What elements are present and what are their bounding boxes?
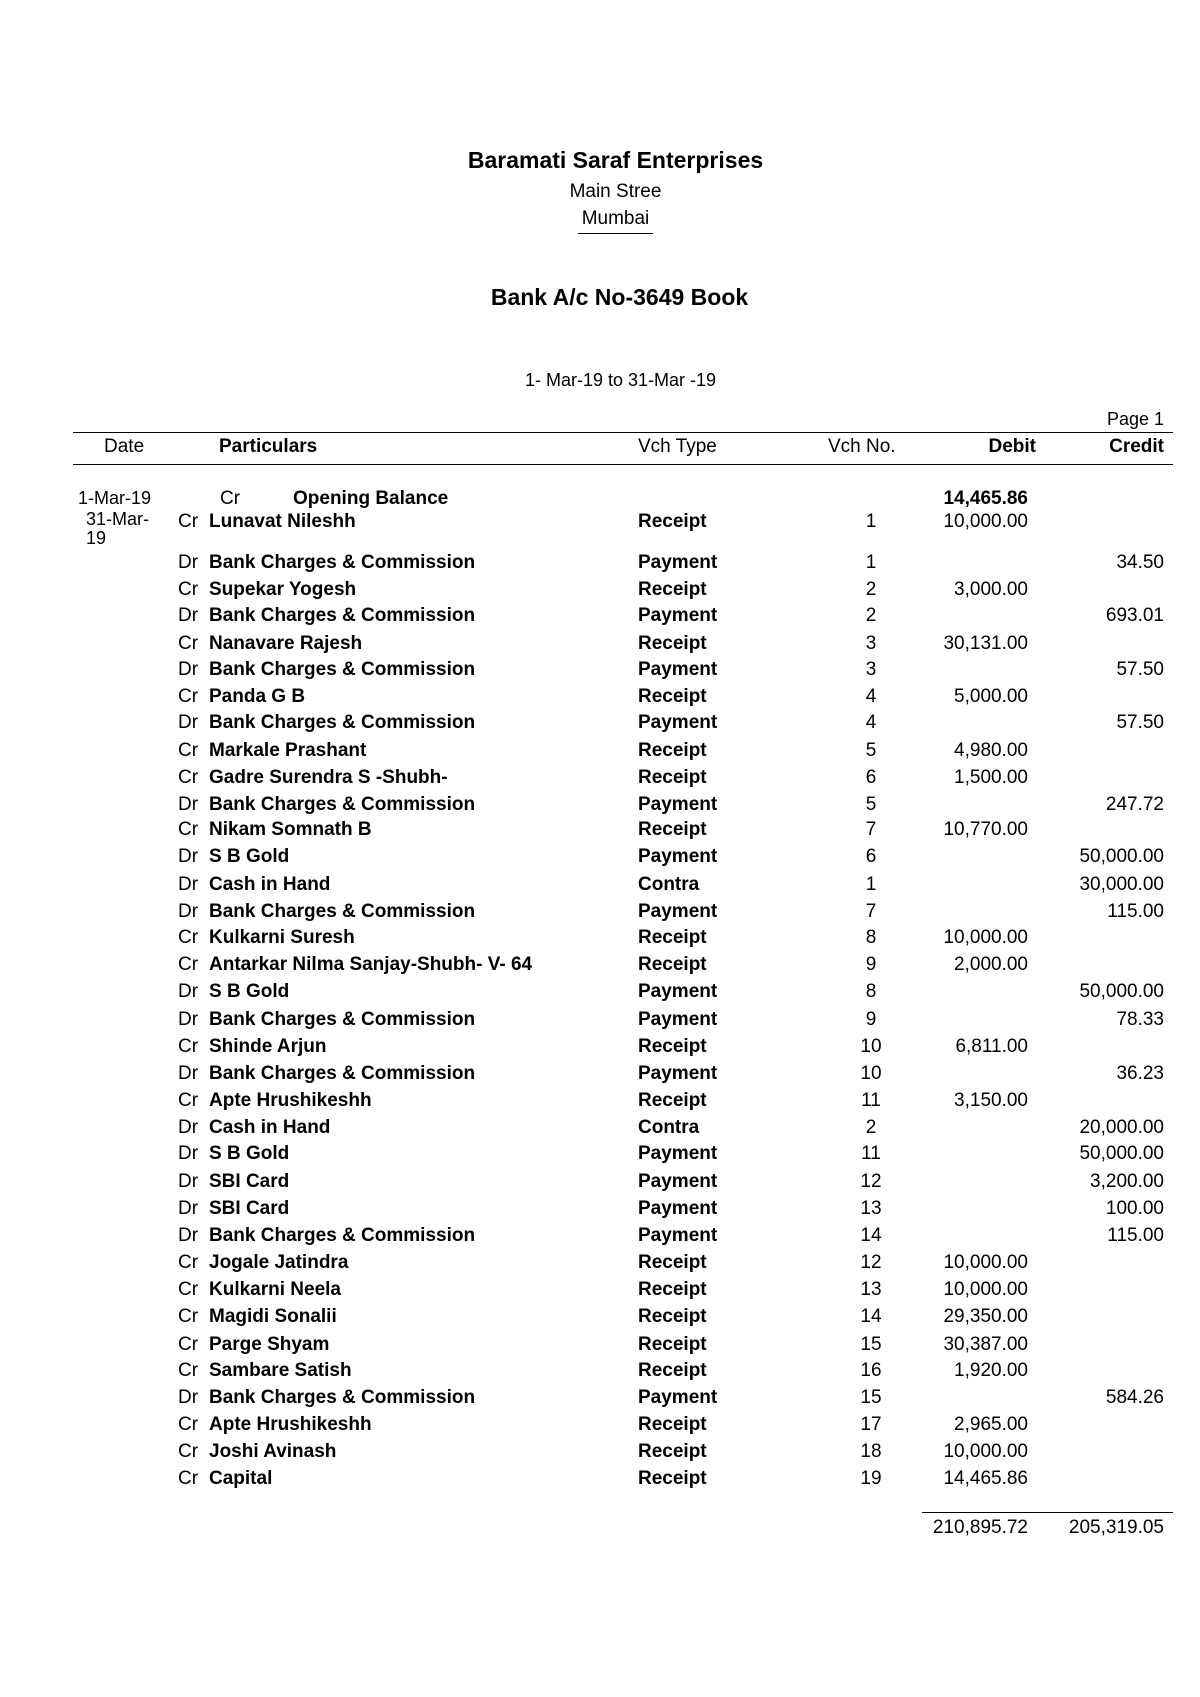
entry-vch-no: 18 <box>860 1441 882 1462</box>
entry-vch-no: 17 <box>860 1414 882 1435</box>
entry-drcr: Dr <box>178 981 199 1002</box>
entry-vch-type: Payment <box>638 794 718 815</box>
company-name: Baramati Saraf Enterprises <box>467 147 764 173</box>
entry-vch-no: 14 <box>860 1306 882 1327</box>
entry-drcr: Cr <box>178 1468 199 1489</box>
entry-vch-type: Payment <box>638 901 718 922</box>
entry-vch-no: 19 <box>860 1468 882 1489</box>
entry-drcr: Dr <box>178 712 199 733</box>
header-bottom-rule <box>73 464 1173 465</box>
entry-vch-no: 5 <box>865 740 877 761</box>
entry-particulars: Bank Charges & Commission <box>209 794 476 815</box>
entry-credit: 57.50 <box>1116 659 1164 680</box>
entry-vch-no: 15 <box>860 1334 882 1355</box>
entry-vch-no: 10 <box>860 1063 882 1084</box>
entry-drcr: Dr <box>178 1171 199 1192</box>
entry-credit: 115.00 <box>1107 901 1164 922</box>
column-header-vch-type: Vch Type <box>638 436 717 457</box>
entry-vch-type: Payment <box>638 712 718 733</box>
column-header-credit: Credit <box>1109 436 1164 457</box>
entry-drcr: Dr <box>178 659 199 680</box>
entry-debit: 3,000.00 <box>954 579 1028 600</box>
ledger-row <box>0 1306 1200 1333</box>
entry-credit: 34.50 <box>1116 552 1164 573</box>
entry-vch-no: 2 <box>865 1117 877 1138</box>
entry-particulars: S B Gold <box>209 981 290 1002</box>
entry-drcr: Cr <box>178 511 199 532</box>
entry-drcr: Dr <box>178 1117 199 1138</box>
entry-drcr: Dr <box>178 1387 199 1408</box>
entry-vch-no: 11 <box>861 1143 881 1164</box>
entry-credit: 30,000.00 <box>1079 874 1164 895</box>
ledger-row <box>0 740 1200 767</box>
entry-drcr: Dr <box>178 874 199 895</box>
entry-vch-type: Receipt <box>638 819 707 840</box>
ledger-row <box>0 954 1200 981</box>
entry-particulars: Nanavare Rajesh <box>209 633 363 654</box>
entry-vch-type: Payment <box>638 1225 718 1246</box>
entry-vch-type: Receipt <box>638 767 707 788</box>
ledger-row <box>0 1334 1200 1361</box>
entry-drcr: Cr <box>178 1334 199 1355</box>
ledger-row <box>0 633 1200 660</box>
entry-vch-type: Receipt <box>638 1036 707 1057</box>
entry-debit: 10,000.00 <box>943 1441 1028 1462</box>
entry-vch-no: 14 <box>860 1225 882 1246</box>
entry-debit: 4,980.00 <box>954 740 1028 761</box>
entry-vch-no: 12 <box>860 1171 882 1192</box>
entry-debit: 29,350.00 <box>943 1306 1028 1327</box>
entry-particulars: Sambare Satish <box>209 1360 352 1381</box>
entry-debit: 2,965.00 <box>954 1414 1028 1435</box>
ledger-row <box>0 1252 1200 1279</box>
entry-drcr: Cr <box>178 767 199 788</box>
entry-particulars: Cash in Hand <box>209 1117 331 1138</box>
entry-vch-type: Receipt <box>638 740 707 761</box>
entry-drcr: Cr <box>178 740 199 761</box>
entry-vch-no: 8 <box>865 927 877 948</box>
entry-vch-no: 15 <box>860 1387 882 1408</box>
entry-debit: 10,770.00 <box>943 819 1028 840</box>
entry-particulars: Bank Charges & Commission <box>209 712 476 733</box>
entry-vch-type: Receipt <box>638 579 707 600</box>
entry-vch-no: 2 <box>865 605 877 626</box>
header-top-rule <box>73 432 1173 433</box>
entry-vch-type: Receipt <box>638 1441 707 1462</box>
entry-credit: 115.00 <box>1107 1225 1164 1246</box>
entry-vch-type: Payment <box>638 1387 718 1408</box>
opening-label: Opening Balance <box>293 488 449 509</box>
ledger-row <box>0 1279 1200 1306</box>
entry-vch-type: Receipt <box>638 1360 707 1381</box>
entry-debit: 1,920.00 <box>954 1360 1028 1381</box>
ledger-row <box>0 901 1200 928</box>
entry-drcr: Cr <box>178 686 199 707</box>
ledger-row <box>0 846 1200 873</box>
entry-vch-no: 4 <box>865 712 877 733</box>
entry-credit: 50,000.00 <box>1079 1143 1164 1164</box>
entry-vch-no: 1 <box>865 511 877 532</box>
entry-credit: 50,000.00 <box>1079 846 1164 867</box>
entry-particulars: Kulkarni Neela <box>209 1279 341 1300</box>
entry-vch-type: Payment <box>638 552 718 573</box>
entry-vch-type: Receipt <box>638 511 707 532</box>
entry-particulars: Bank Charges & Commission <box>209 1009 476 1030</box>
entry-debit: 10,000.00 <box>943 1279 1028 1300</box>
entry-vch-type: Payment <box>638 1063 718 1084</box>
entry-drcr: Cr <box>178 633 199 654</box>
entry-particulars: Bank Charges & Commission <box>209 605 476 626</box>
total-debit: 210,895.72 <box>932 1517 1028 1538</box>
entry-vch-no: 9 <box>865 954 877 975</box>
entry-drcr: Cr <box>178 1036 199 1057</box>
entry-vch-no: 11 <box>861 1090 881 1111</box>
entry-particulars: Capital <box>209 1468 273 1489</box>
opening-date: 1-Mar-19 <box>78 488 152 508</box>
entry-drcr: Dr <box>178 1225 199 1246</box>
entry-drcr: Cr <box>178 1360 199 1381</box>
entry-vch-no: 1 <box>865 874 877 895</box>
entry-vch-no: 12 <box>860 1252 882 1273</box>
entry-drcr: Cr <box>178 1441 199 1462</box>
entry-vch-type: Payment <box>638 1143 718 1164</box>
page-number: Page 1 <box>1106 409 1164 429</box>
entry-drcr: Dr <box>178 1009 199 1030</box>
entry-particulars: Lunavat Nileshh <box>209 511 356 532</box>
entry-debit: 30,131.00 <box>943 633 1028 654</box>
entry-drcr: Dr <box>178 901 199 922</box>
entry-particulars: SBI Card <box>209 1198 290 1219</box>
entry-credit: 693.01 <box>1105 605 1164 626</box>
entry-vch-type: Payment <box>638 846 718 867</box>
entry-vch-type: Contra <box>638 1117 700 1138</box>
entry-credit: 3,200.00 <box>1090 1171 1164 1192</box>
entry-particulars: Bank Charges & Commission <box>209 552 476 573</box>
ledger-row <box>0 511 1200 538</box>
entry-debit: 1,500.00 <box>954 767 1028 788</box>
entry-vch-no: 8 <box>865 981 877 1002</box>
entry-drcr: Dr <box>178 1063 199 1084</box>
ledger-row <box>0 1414 1200 1441</box>
entry-particulars: Markale Prashant <box>209 740 367 761</box>
ledger-row <box>0 1171 1200 1198</box>
address-city: Mumbai <box>578 208 654 234</box>
entry-particulars: Parge Shyam <box>209 1334 330 1355</box>
entry-particulars: S B Gold <box>209 1143 290 1164</box>
entry-vch-type: Payment <box>638 981 718 1002</box>
ledger-row <box>0 874 1200 901</box>
entry-drcr: Cr <box>178 1279 199 1300</box>
entry-vch-no: 10 <box>860 1036 882 1057</box>
entry-vch-type: Payment <box>638 605 718 626</box>
entry-particulars: Apte Hrushikeshh <box>209 1414 372 1435</box>
entry-particulars: Kulkarni Suresh <box>209 927 355 948</box>
entry-drcr: Cr <box>178 579 199 600</box>
column-header-vch-no: Vch No. <box>828 436 896 457</box>
ledger-row <box>0 981 1200 1008</box>
entry-vch-type: Payment <box>638 1198 718 1219</box>
entry-vch-type: Receipt <box>638 1468 707 1489</box>
address-line-1: Main Stree <box>569 181 662 202</box>
ledger-row <box>0 1009 1200 1036</box>
entry-particulars: Gadre Surendra S -Shubh- <box>209 767 448 788</box>
entry-particulars: SBI Card <box>209 1171 290 1192</box>
entry-vch-no: 4 <box>865 686 877 707</box>
entry-vch-no: 6 <box>865 767 877 788</box>
entry-credit: 247.72 <box>1105 794 1164 815</box>
entries-date: 31-Mar- 19 <box>86 509 150 548</box>
entry-vch-type: Receipt <box>638 1252 707 1273</box>
entry-drcr: Cr <box>178 1414 199 1435</box>
entry-particulars: Apte Hrushikeshh <box>209 1090 372 1111</box>
entry-vch-no: 3 <box>865 659 877 680</box>
entry-debit: 10,000.00 <box>943 1252 1028 1273</box>
entry-drcr: Cr <box>178 819 199 840</box>
entry-vch-no: 16 <box>860 1360 882 1381</box>
entry-vch-type: Receipt <box>638 1334 707 1355</box>
ledger-row <box>0 1360 1200 1387</box>
entry-vch-type: Payment <box>638 1171 718 1192</box>
entry-particulars: Jogale Jatindra <box>209 1252 349 1273</box>
entry-drcr: Dr <box>178 605 199 626</box>
entry-drcr: Cr <box>178 1306 199 1327</box>
entry-debit: 3,150.00 <box>954 1090 1028 1111</box>
ledger-row <box>0 1441 1200 1468</box>
entry-credit: 36.23 <box>1116 1063 1164 1084</box>
ledger-row <box>0 1143 1200 1170</box>
entry-drcr: Cr <box>178 927 199 948</box>
entry-vch-type: Receipt <box>638 686 707 707</box>
column-header-date: Date <box>104 436 145 457</box>
entry-debit: 10,000.00 <box>943 511 1028 532</box>
total-credit: 205,319.05 <box>1068 1517 1164 1538</box>
ledger-row <box>0 1117 1200 1144</box>
entry-drcr: Dr <box>178 1143 199 1164</box>
report-period: 1- Mar-19 to 31-Mar -19 <box>524 370 717 390</box>
entry-particulars: Magidi Sonalii <box>209 1306 337 1327</box>
entry-debit: 2,000.00 <box>954 954 1028 975</box>
entry-vch-type: Receipt <box>638 633 707 654</box>
ledger-row <box>0 1063 1200 1090</box>
entry-vch-no: 7 <box>865 819 877 840</box>
entry-particulars: Antarkar Nilma Sanjay-Shubh- V- 64 <box>209 954 533 975</box>
entry-particulars: Panda G B <box>209 686 306 707</box>
entry-credit: 57.50 <box>1116 712 1164 733</box>
entry-credit: 78.33 <box>1116 1009 1164 1030</box>
ledger-row <box>0 579 1200 606</box>
entry-vch-no: 7 <box>865 901 877 922</box>
ledger-row <box>0 552 1200 579</box>
entry-credit: 584.26 <box>1105 1387 1164 1408</box>
ledger-row <box>0 605 1200 632</box>
entry-particulars: S B Gold <box>209 846 290 867</box>
ledger-row <box>0 1198 1200 1225</box>
entry-vch-type: Payment <box>638 659 718 680</box>
ledger-row <box>0 686 1200 713</box>
entry-vch-type: Payment <box>638 1009 718 1030</box>
entry-debit: 14,465.86 <box>943 1468 1028 1489</box>
entry-debit: 10,000.00 <box>943 927 1028 948</box>
entry-particulars: Joshi Avinash <box>209 1441 337 1462</box>
entry-debit: 6,811.00 <box>955 1036 1028 1057</box>
entry-drcr: Cr <box>178 1252 199 1273</box>
entry-vch-type: Receipt <box>638 927 707 948</box>
entry-vch-no: 2 <box>865 579 877 600</box>
ledger-row <box>0 1090 1200 1117</box>
ledger-row <box>0 794 1200 821</box>
entry-vch-no: 13 <box>860 1279 882 1300</box>
entry-credit: 20,000.00 <box>1079 1117 1164 1138</box>
entry-vch-no: 9 <box>865 1009 877 1030</box>
entry-debit: 5,000.00 <box>954 686 1028 707</box>
entry-particulars: Bank Charges & Commission <box>209 1225 476 1246</box>
entry-credit: 50,000.00 <box>1079 981 1164 1002</box>
ledger-row <box>0 1225 1200 1252</box>
ledger-row <box>0 1387 1200 1414</box>
entry-debit: 30,387.00 <box>943 1334 1028 1355</box>
ledger-row <box>0 819 1200 846</box>
entry-vch-no: 3 <box>865 633 877 654</box>
entry-vch-no: 6 <box>865 846 877 867</box>
ledger-row <box>0 767 1200 794</box>
entry-vch-type: Contra <box>638 874 700 895</box>
entry-particulars: Shinde Arjun <box>209 1036 327 1057</box>
ledger-row <box>0 712 1200 739</box>
address-line-2 <box>0 208 1200 230</box>
entry-vch-type: Receipt <box>638 954 707 975</box>
entry-particulars: Bank Charges & Commission <box>209 901 476 922</box>
ledger-row <box>0 927 1200 954</box>
entry-drcr: Cr <box>178 1090 199 1111</box>
entry-vch-no: 13 <box>860 1198 882 1219</box>
entry-particulars: Bank Charges & Commission <box>209 659 476 680</box>
entry-particulars: Bank Charges & Commission <box>209 1387 476 1408</box>
entry-particulars: Nikam Somnath B <box>209 819 372 840</box>
entry-drcr: Dr <box>178 794 199 815</box>
entry-drcr: Dr <box>178 552 199 573</box>
entry-drcr: Dr <box>178 846 199 867</box>
entry-vch-type: Receipt <box>638 1279 707 1300</box>
entry-credit: 100.00 <box>1105 1198 1164 1219</box>
column-header-particulars: Particulars <box>219 436 318 457</box>
totals-rule <box>922 1512 1173 1513</box>
opening-debit: 14,465.86 <box>943 488 1028 509</box>
entry-vch-type: Receipt <box>638 1414 707 1435</box>
book-title: Bank A/c No-3649 Book <box>490 284 749 310</box>
opening-drcr: Cr <box>220 488 241 509</box>
column-header-debit: Debit <box>988 436 1036 457</box>
entry-vch-type: Receipt <box>638 1306 707 1327</box>
ledger-row <box>0 659 1200 686</box>
entry-vch-no: 1 <box>865 552 877 573</box>
entry-vch-type: Receipt <box>638 1090 707 1111</box>
entry-drcr: Cr <box>178 954 199 975</box>
entry-vch-no: 5 <box>865 794 877 815</box>
entry-particulars: Cash in Hand <box>209 874 331 895</box>
ledger-row <box>0 1036 1200 1063</box>
entry-drcr: Dr <box>178 1198 199 1219</box>
entry-particulars: Supekar Yogesh <box>209 579 357 600</box>
ledger-row <box>0 1468 1200 1495</box>
entry-particulars: Bank Charges & Commission <box>209 1063 476 1084</box>
